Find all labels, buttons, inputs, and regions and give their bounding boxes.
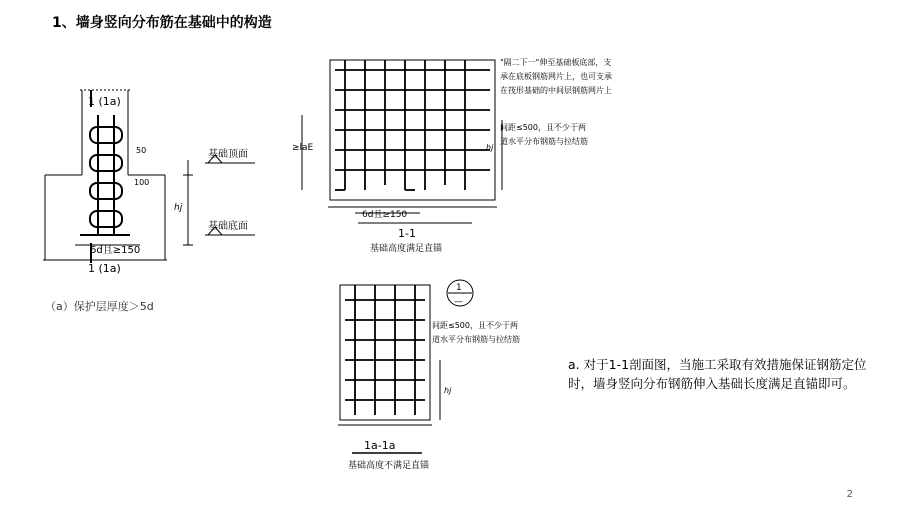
figure-caption: （a）保护层厚度＞5d xyxy=(45,300,154,313)
explanation-text: a. 对于1-1剖面图，当施工采取有效措施保证钢筋定位时，墙身竖向分布钢筋伸入基础长度满足直锚即可。 xyxy=(568,357,867,391)
hj-label: hj xyxy=(444,386,452,395)
spacing-line-2: 道水平分布钢筋与拉结筋 xyxy=(432,335,520,344)
figure-caption: 基础高度不满足直锚 xyxy=(348,461,430,471)
hj-label: hj xyxy=(486,143,494,152)
section-label: 1-1 xyxy=(398,227,416,240)
circle-label-bottom: — xyxy=(454,297,463,307)
anchor-length-label: 6d且≥150 xyxy=(362,210,408,220)
section-label-bottom: 1 (1a) xyxy=(88,262,121,275)
foundation-bottom-label: 基础底面 xyxy=(208,221,248,232)
dim-50: 50 xyxy=(136,146,147,155)
anchor-length-label: 6d且≥150 xyxy=(90,245,141,256)
dim-100: 100 xyxy=(134,178,150,187)
lae-label: ≥laE xyxy=(292,143,314,153)
spacing-line-1: 间距≤500，且不少于两 xyxy=(432,321,518,330)
note-line-3: 在筏形基础的中间层钢筋网片上 xyxy=(500,86,612,95)
foundation-top-label: 基础顶面 xyxy=(208,149,248,160)
page-number: 2 xyxy=(846,489,853,500)
figure-protective-layer xyxy=(40,85,300,320)
figure-section-1-1 xyxy=(290,45,620,255)
circle-label-top: 1 xyxy=(456,283,462,293)
spacing-line-2: 道水平分布钢筋与拉结筋 xyxy=(500,137,588,146)
note-line-2: 承在底板钢筋网片上，也可支承 xyxy=(500,72,612,81)
figure-section-1a-1a xyxy=(330,275,550,490)
spacing-line-1: 间距≤500，且不少于两 xyxy=(500,123,586,132)
hj-label: hj xyxy=(174,203,183,213)
section-label: 1a-1a xyxy=(364,439,396,452)
slide-title: 1、墙身竖向分布筋在基础中的构造 xyxy=(52,15,272,31)
section-label-top: 1 (1a) xyxy=(88,95,121,108)
note-line-1: "隔二下一"伸至基础板底部，支 xyxy=(500,58,612,67)
figure-caption: 基础高度满足直锚 xyxy=(370,244,443,254)
